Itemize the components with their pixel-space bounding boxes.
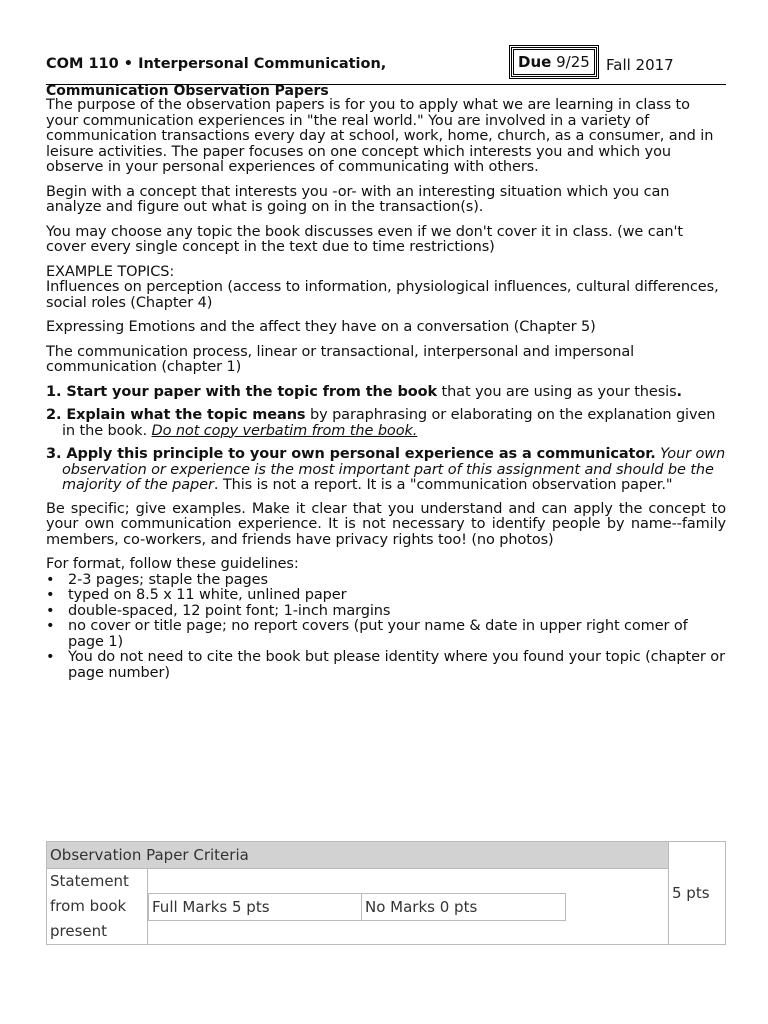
specific-paragraph: Be specific; give examples. Make it clear that you understand and can apply the concept to your own communication experience. It is not necessary to identify people by name--family members, co-workers, and friends have privacy rights too! (no photos) [46, 500, 726, 548]
step-3-italic: Your own observation or experience is the most important part of this assignment and should be the majority of the paper [62, 446, 726, 493]
list-item: • 2-3 pages; staple the pages [46, 573, 726, 589]
full-marks-cell: Full Marks 5 pts [149, 893, 362, 920]
step-1-text: that you are using as your thesis [437, 383, 677, 400]
topic-2: Expressing Emotions and the affect they have on a conversation (Chapter 5) [46, 319, 596, 335]
step-3-bold: 3. Apply this principle to your own personal experience as a communicator. [46, 446, 656, 462]
points-cell [669, 842, 726, 945]
due-label: Due [518, 53, 552, 71]
list-item: • typed on 8.5 x 11 white, unlined paper [46, 588, 726, 604]
step-1 [46, 385, 726, 401]
step-2-underline: Do not copy verbatim from the book. [151, 422, 418, 439]
step-2-text: by paraphrasing or elaborating on the explanation given in the book. [62, 407, 716, 439]
header [46, 46, 726, 85]
topic-1: Influences on perception (access to information, physiological influences, cultural differences, social roles (Chapter 4) [46, 279, 719, 311]
list-item: • no cover or title page; no report covers (put your name & date in upper right comer of page 1) [46, 619, 726, 650]
course-title: COM 110 • Interpersonal Communication, [46, 56, 387, 72]
term: Fall 2017 [606, 56, 674, 74]
table-row [47, 869, 726, 945]
list-item: • You do not need to cite the book but please identity where you found your topic (chapter or page number) [46, 650, 726, 681]
table-row [47, 842, 726, 869]
points-value: 5 pts [672, 884, 710, 902]
ratings-cell [148, 869, 669, 945]
criteria-row-label: Statement from book present [47, 869, 148, 945]
criteria-title: Observation Paper Criteria [47, 842, 669, 869]
intro-paragraph-3: You may choose any topic the book discusses even if we don't cover it in class. (we can't cover every single concept in the text due to time restrictions) [46, 223, 683, 255]
step-2-bold: 2. Explain what the topic means [46, 407, 306, 423]
step-1-bold: 1. Start your paper with the topic from the book [46, 383, 437, 400]
step-1-end: . [676, 383, 682, 400]
ratings-table [148, 893, 566, 921]
format-list [46, 573, 726, 682]
format-intro: For format, follow these guidelines: [46, 556, 299, 572]
step-3 [46, 447, 726, 494]
intro-paragraph: The purpose of the observation papers is for you to apply what we are learning in class to your communication experiences in "the real world." You are involved in a variety of communication transactions every day at school, work, home, church, as a consumer, and in leisure activities. The paper focuses on one concept which interests you and which you observe in your personal experiences of communicating with others. [46, 97, 714, 175]
criteria-table [46, 841, 726, 945]
due-date-box [511, 47, 597, 77]
intro-paragraph-2: Begin with a concept that interests you -or- with an interesting situation which you can analyze and figure out what is going on in the transaction(s). [46, 183, 670, 215]
table-row [149, 893, 566, 920]
document-subtitle: Communication Observation Papers [46, 83, 329, 99]
body [46, 98, 726, 681]
step-3-text: . This is not a report. It is a "communication observation paper." [213, 477, 673, 493]
step-2 [46, 408, 726, 439]
example-topics [46, 265, 726, 312]
format-guidelines [46, 557, 726, 681]
topics-heading: EXAMPLE TOPICS: [46, 263, 175, 280]
no-marks-cell: No Marks 0 pts [362, 893, 566, 920]
list-item: • double-spaced, 12 point font; 1-inch margins [46, 604, 726, 620]
topic-3: The communication process, linear or transactional, interpersonal and impersonal communication (chapter 1) [46, 343, 635, 375]
due-date: 9/25 [556, 53, 590, 71]
document-page [46, 46, 726, 681]
